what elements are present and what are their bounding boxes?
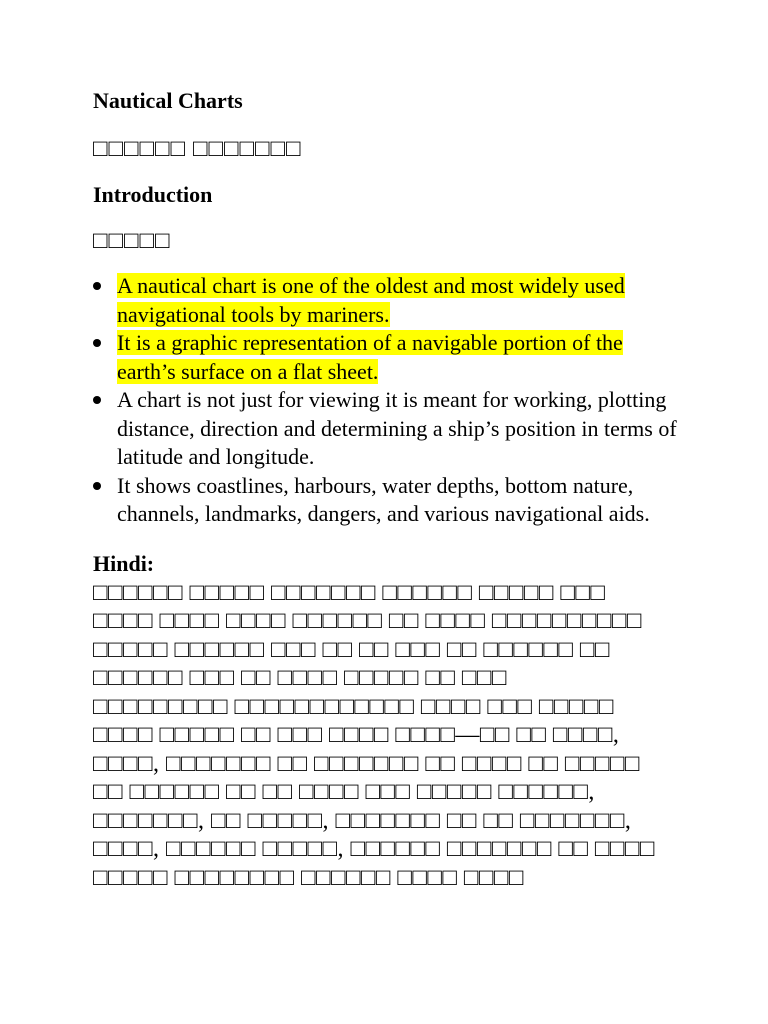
hindi-paragraph: □□□□□□ □□□□□ □□□□□□□ □□□□□□ □□□□□ □□□ □□□□ □□□□ □□□□ □□□□□□ □□ □□□□ □□□□□□□□□□ □□□□□ □□□□□□ □□□ □□ □□ □□□ □□ □□□□□□ □□ □□□□□□ □□□ □□ □□□□ □□□□□ □□ □□□ □□□□□□□□□ □□□□□□□□□□□□ □□□□ □□□ □□□□□ □□□□ □□□□□ □□ □□□ □□□□ □□□□—□□ □□ □□□□, □□□□, □□□□□□□ □□ □□□□□□□ □□ □□□□ □□ □□□□□ □□ □□□□□□ □□ □□ □□□□ □□□ □□□□□ □□□□□□, □□□□□□□, □□ □□□□□, □□□□□□□ □□ □□ □□□□□□□, □□□□, □□□□□□ □□□□□, □□□□□□ □□□□□□□ □□ □□□□ □□□□□ □□□□□□□□ □□□□□□ □□□□ □□□□ bbox=[93, 579, 655, 891]
bullet-item bbox=[93, 472, 678, 529]
bullet-dot-icon bbox=[93, 482, 101, 490]
intro-heading-hindi: □□□□□ bbox=[93, 228, 171, 254]
bullet-text: It shows coastlines, harbours, water depths, bottom nature, channels, landmarks, dangers, and various navigational aids. bbox=[117, 472, 650, 526]
bullet-item bbox=[93, 272, 678, 329]
intro-bullet-list bbox=[93, 272, 678, 529]
bullet-text: A chart is not just for viewing it is meant for working, plotting distance, direction and determining a ship’s position in terms of latitude and longitude. bbox=[117, 387, 677, 469]
bullet-item bbox=[93, 386, 678, 472]
bullet-dot-icon bbox=[93, 282, 101, 290]
bullet-text: It is a graphic representation of a navigable portion of the earth’s surface on a flat sheet. bbox=[117, 330, 623, 384]
document-title-hindi: □□□□□□ □□□□□□□ bbox=[93, 136, 302, 162]
bullet-dot-icon bbox=[93, 339, 101, 347]
intro-heading: Introduction bbox=[93, 182, 213, 207]
bullet-item bbox=[93, 329, 678, 386]
hindi-label: Hindi: bbox=[93, 550, 155, 576]
bullet-text: A nautical chart is one of the oldest and most widely used navigational tools by mariners. bbox=[117, 273, 625, 327]
document-title: Nautical Charts bbox=[93, 88, 243, 113]
document-page bbox=[93, 84, 678, 892]
bullet-dot-icon bbox=[93, 396, 101, 404]
